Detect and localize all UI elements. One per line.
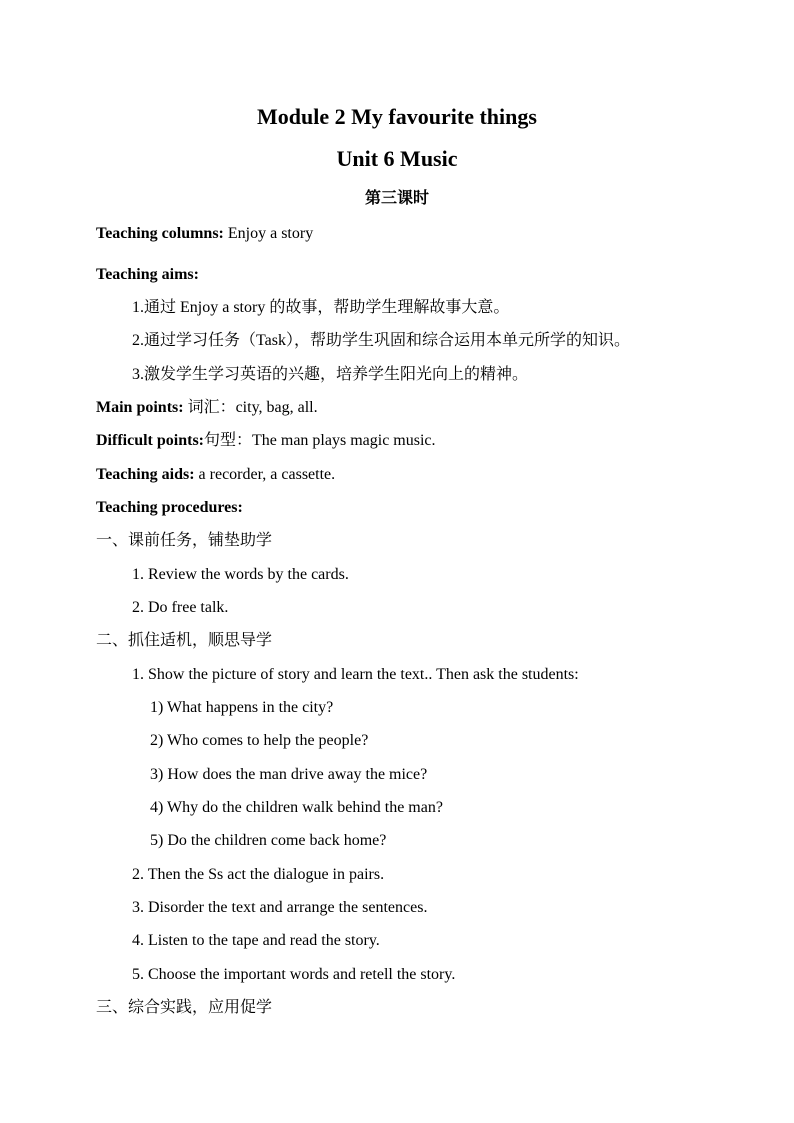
main-points-label: Main points: xyxy=(96,399,184,416)
difficult-points-value: 句型：The man plays magic music. xyxy=(204,432,436,449)
aim-item: 1.通过 Enjoy a story 的故事，帮助学生理解故事大意。 xyxy=(132,299,510,316)
section-heading: 一、课前任务，铺垫助学 xyxy=(96,532,273,549)
question-item: 1) What happens in the city? xyxy=(150,699,334,716)
question-item: 5) Do the children come back home? xyxy=(150,832,387,849)
procedure-item: 2. Then the Ss act the dialogue in pairs. xyxy=(132,866,385,883)
section-heading: 三、综合实践，应用促学 xyxy=(96,999,273,1016)
lesson-label: 第三课时 xyxy=(364,190,429,207)
teaching-columns xyxy=(96,224,313,244)
teaching-aids-label: Teaching aids: xyxy=(96,466,195,483)
procedure-item: 1. Review the words by the cards. xyxy=(132,566,349,583)
procedure-item: 1. Show the picture of story and learn the text.. Then ask the students: xyxy=(132,666,579,683)
procedure-item: 5. Choose the important words and retell the story. xyxy=(132,966,456,983)
unit-title: Unit 6 Music xyxy=(336,146,458,171)
difficult-points-label: Difficult points: xyxy=(96,432,204,449)
teaching-aims-label: Teaching aims: xyxy=(96,266,199,283)
aim-item: 2.通过学习任务（Task），帮助学生巩固和综合运用本单元所学的知识。 xyxy=(132,332,630,349)
difficult-points xyxy=(96,431,436,451)
aim-item: 3.激发学生学习英语的兴趣，培养学生阳光向上的精神。 xyxy=(132,366,529,383)
procedure-item: 3. Disorder the text and arrange the sentences. xyxy=(132,899,428,916)
section-heading: 二、抓住适机，顺思导学 xyxy=(96,632,273,649)
procedure-item: 2. Do free talk. xyxy=(132,599,229,616)
document-title: Module 2 My favourite things xyxy=(257,104,537,129)
main-points-value: 词汇：city, bag, all. xyxy=(183,399,318,416)
question-item: 2) Who comes to help the people? xyxy=(150,732,369,749)
question-item: 3) How does the man drive away the mice? xyxy=(150,766,428,783)
teaching-columns-value: Enjoy a story xyxy=(223,225,314,242)
teaching-aids-value: a recorder, a cassette. xyxy=(194,466,336,483)
question-item: 4) Why do the children walk behind the man? xyxy=(150,799,443,816)
teaching-aids xyxy=(96,465,335,485)
teaching-columns-label: Teaching columns: xyxy=(96,225,224,242)
teaching-procedures-label: Teaching procedures: xyxy=(96,499,243,516)
procedure-item: 4. Listen to the tape and read the story. xyxy=(132,932,380,949)
main-points xyxy=(96,398,318,418)
